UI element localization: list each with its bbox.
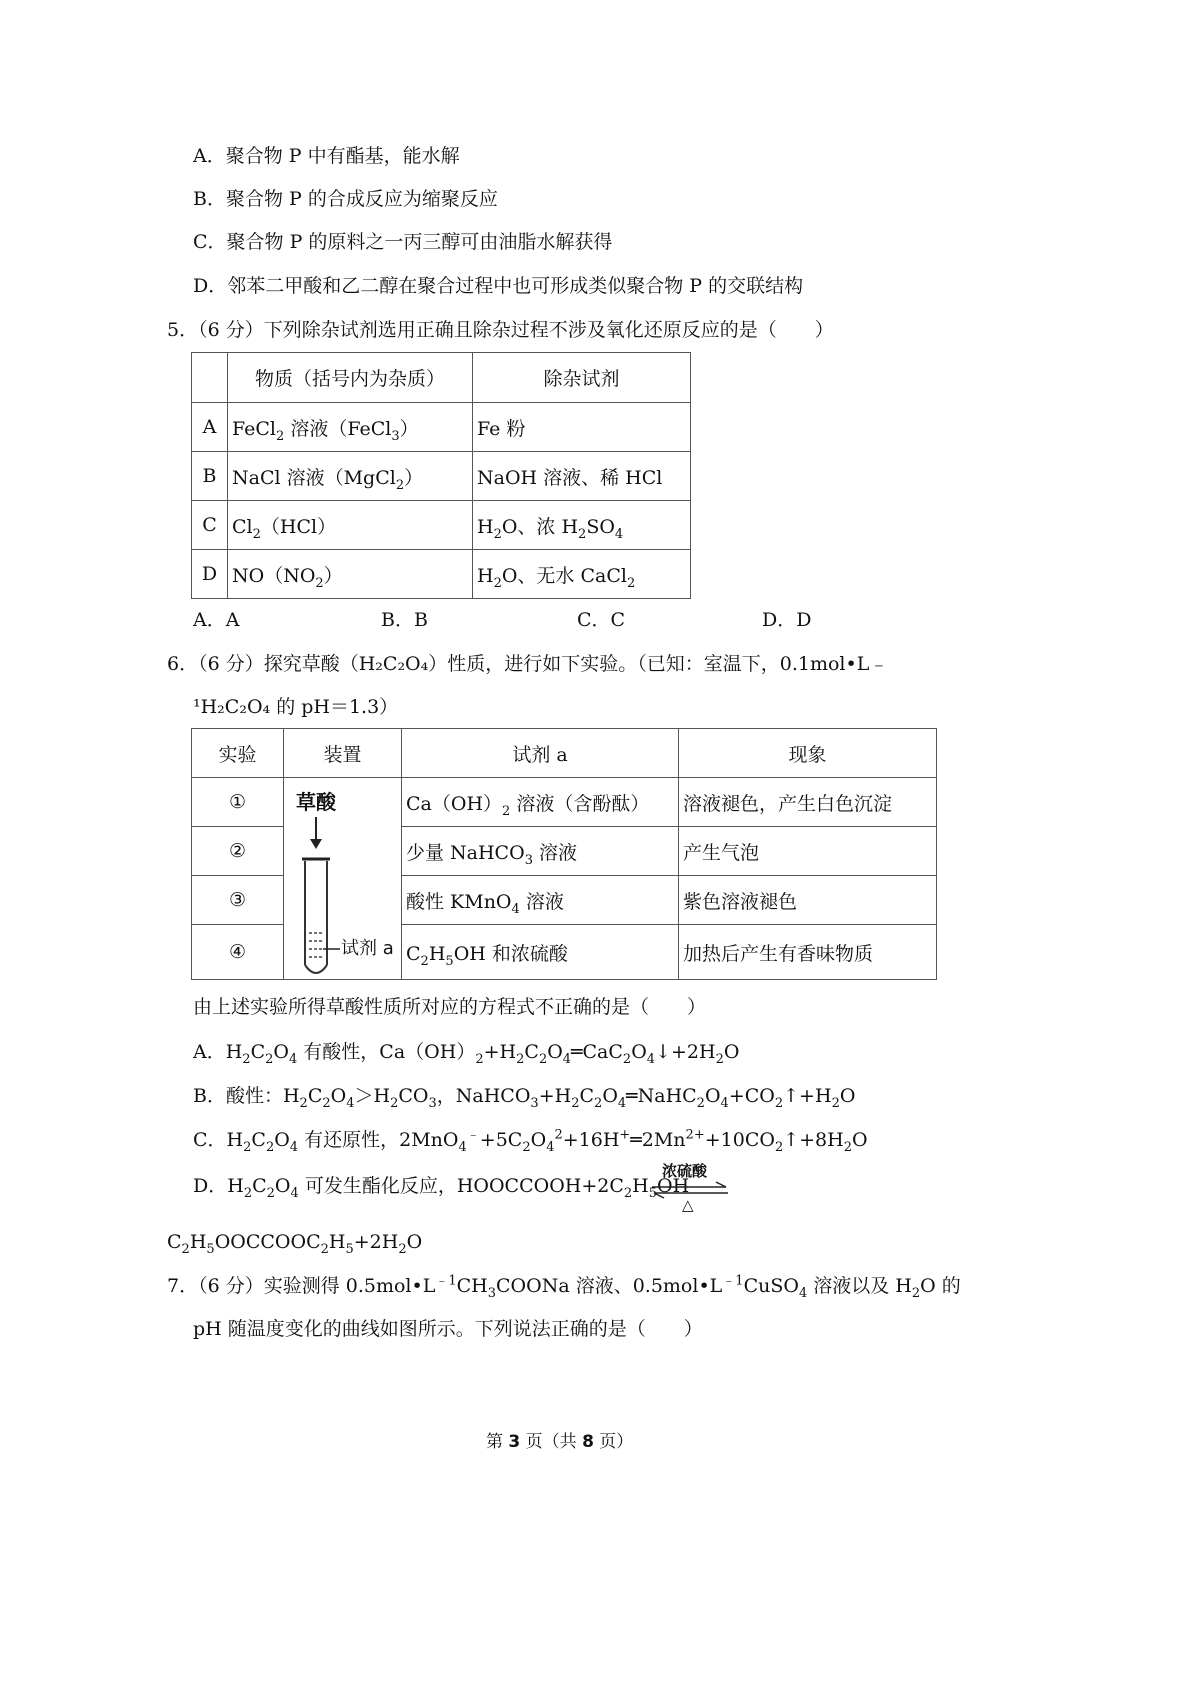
table-row [192, 403, 691, 452]
q4-option-a: A．聚合物 P 中有酯基，能水解 [193, 145, 460, 167]
q5-answer-d: D．D [762, 609, 812, 631]
footer-total-pages: 8 [582, 1432, 594, 1452]
footer-prefix: 第 [486, 1432, 509, 1452]
q5-row-label: D [192, 550, 228, 599]
reaction-condition-heat: △ [682, 1196, 694, 1214]
q6-reagent-4: $C_2H_5OH$ 和浓硫酸 [402, 925, 679, 980]
q6-option-d-continuation: $C_2H_5OOCCOOC_2H_5+2H_2O$ [167, 1231, 423, 1257]
q5-reagent-a: Fe 粉 [473, 403, 691, 452]
q4-option-c: C．聚合物 P 的原料之一丙三醇可由油脂水解获得 [193, 231, 613, 253]
q5-substance-a: FeCl$_2$ 溶液（FeCl$_3$） [228, 403, 473, 452]
q6-exp-num: ① [192, 778, 284, 827]
q6-reagent-3: 酸性 KMnO$_4$ 溶液 [402, 876, 679, 925]
apparatus-label-oxalic-acid: 草酸 [296, 790, 336, 814]
table-row [192, 501, 691, 550]
q6-option-a: A．$H_2C_2O_4$ 有酸性，$Ca(OH)_2+H_2C_2O_4═CaC_2O_4↓+2H_2O$ [193, 1041, 740, 1067]
q6-header-reagent: 试剂 a [402, 729, 679, 778]
q4-option-d: D．邻苯二甲酸和乙二醇在聚合过程中也可形成类似聚合物 P 的交联结构 [193, 275, 804, 297]
q6-header-experiment: 实验 [192, 729, 284, 778]
page-footer [486, 1434, 633, 1451]
q6-phenomenon-4: 加热后产生有香味物质 [679, 925, 937, 980]
q6-stem-line1: 6．（6 分）探究草酸（H₂C₂O₄）性质，进行如下实验。（已知：室温下，0.1mol•L﹣ [167, 653, 889, 675]
q6-phenomenon-3: 紫色溶液褪色 [679, 876, 937, 925]
q6-exp-num: ② [192, 827, 284, 876]
q5-header-substance: 物质（括号内为杂质） [228, 353, 473, 403]
q5-stem: 5．（6 分）下列除杂试剂选用正确且除杂过程不涉及氧化还原反应的是（ ） [167, 319, 834, 341]
table-row [192, 452, 691, 501]
test-tube-icon [292, 815, 400, 985]
q5-row-label: A [192, 403, 228, 452]
q5-substance-b: NaCl 溶液（MgCl$_2$） [228, 452, 473, 501]
q5-answer-a: A．A [193, 609, 240, 631]
footer-suffix: 页） [593, 1432, 634, 1452]
q6-exp-num: ④ [192, 925, 284, 980]
q6-reagent-1: $Ca(OH)_2$ 溶液（含酚酞） [402, 778, 679, 827]
q5-substance-c: $Cl_2(HCl)$ [228, 501, 473, 550]
q5-header-reagent: 除杂试剂 [473, 353, 691, 403]
q5-answer-c: C．C [577, 609, 626, 631]
q5-header-row [192, 353, 691, 403]
q6-reagent-2: 少量 NaHCO$_3$ 溶液 [402, 827, 679, 876]
q5-reagent-c: $H_2O$、浓 $H_2SO_4$ [473, 501, 691, 550]
q6-option-b: B．酸性：$H_2C_2O_4>H_2CO_3$，$NaHCO_3+H_2C_2O_4═NaHC_2O_4+CO_2↑+H_2O$ [193, 1085, 856, 1111]
q6-phenomenon-2: 产生气泡 [679, 827, 937, 876]
q7-stem-line2: pH 随温度变化的曲线如图所示。下列说法正确的是（ ） [193, 1318, 703, 1340]
q5-answer-b: B．B [381, 609, 428, 631]
reaction-condition-top: 浓硫酸 [662, 1162, 708, 1180]
q5-reagent-b: NaOH 溶液、稀 HCl [473, 452, 691, 501]
q7-stem-line1: 7．（6 分）实验测得 $0.5mol•L^{﹣1}CH_3COONa$ 溶液、$0.5mol•L^{﹣1}CuSO_4$ 溶液以及 $H_2O$ 的 [167, 1273, 961, 1301]
q5-table [191, 352, 691, 599]
footer-page-number: 3 [508, 1432, 521, 1452]
q6-header-phenomenon: 现象 [679, 729, 937, 778]
q4-option-b: B．聚合物 P 的合成反应为缩聚反应 [193, 188, 498, 210]
q6-phenomenon-1: 溶液褪色，产生白色沉淀 [679, 778, 937, 827]
q5-reagent-d: $H_2O$、无水 CaCl$_2$ [473, 550, 691, 599]
q6-exp-num: ③ [192, 876, 284, 925]
q6-header-apparatus: 装置 [284, 729, 402, 778]
q5-substance-d: $NO(NO_2)$ [228, 550, 473, 599]
q6-option-c: C．$H_2C_2O_4$ 有还原性，$2MnO_4^﹣+5C_2O_4^2+16H^+═2Mn^{2+}+10CO_2↑+8H_2O$ [193, 1127, 868, 1155]
footer-mid: 页（共 [520, 1432, 583, 1452]
q6-stem-line2: ¹H₂C₂O₄ 的 pH＝1.3） [193, 696, 399, 718]
q5-row-label: C [192, 501, 228, 550]
q5-row-label: B [192, 452, 228, 501]
q6-question: 由上述实验所得草酸性质所对应的方程式不正确的是（ ） [193, 996, 707, 1018]
q6-option-d: D．$H_2C_2O_4$ 可发生酯化反应，$HOOCCOOH+2C_2H_5OH$ [193, 1175, 690, 1201]
apparatus-label-reagent: 试剂 a [341, 938, 394, 959]
table-row [192, 550, 691, 599]
q6-header-row [192, 729, 937, 778]
